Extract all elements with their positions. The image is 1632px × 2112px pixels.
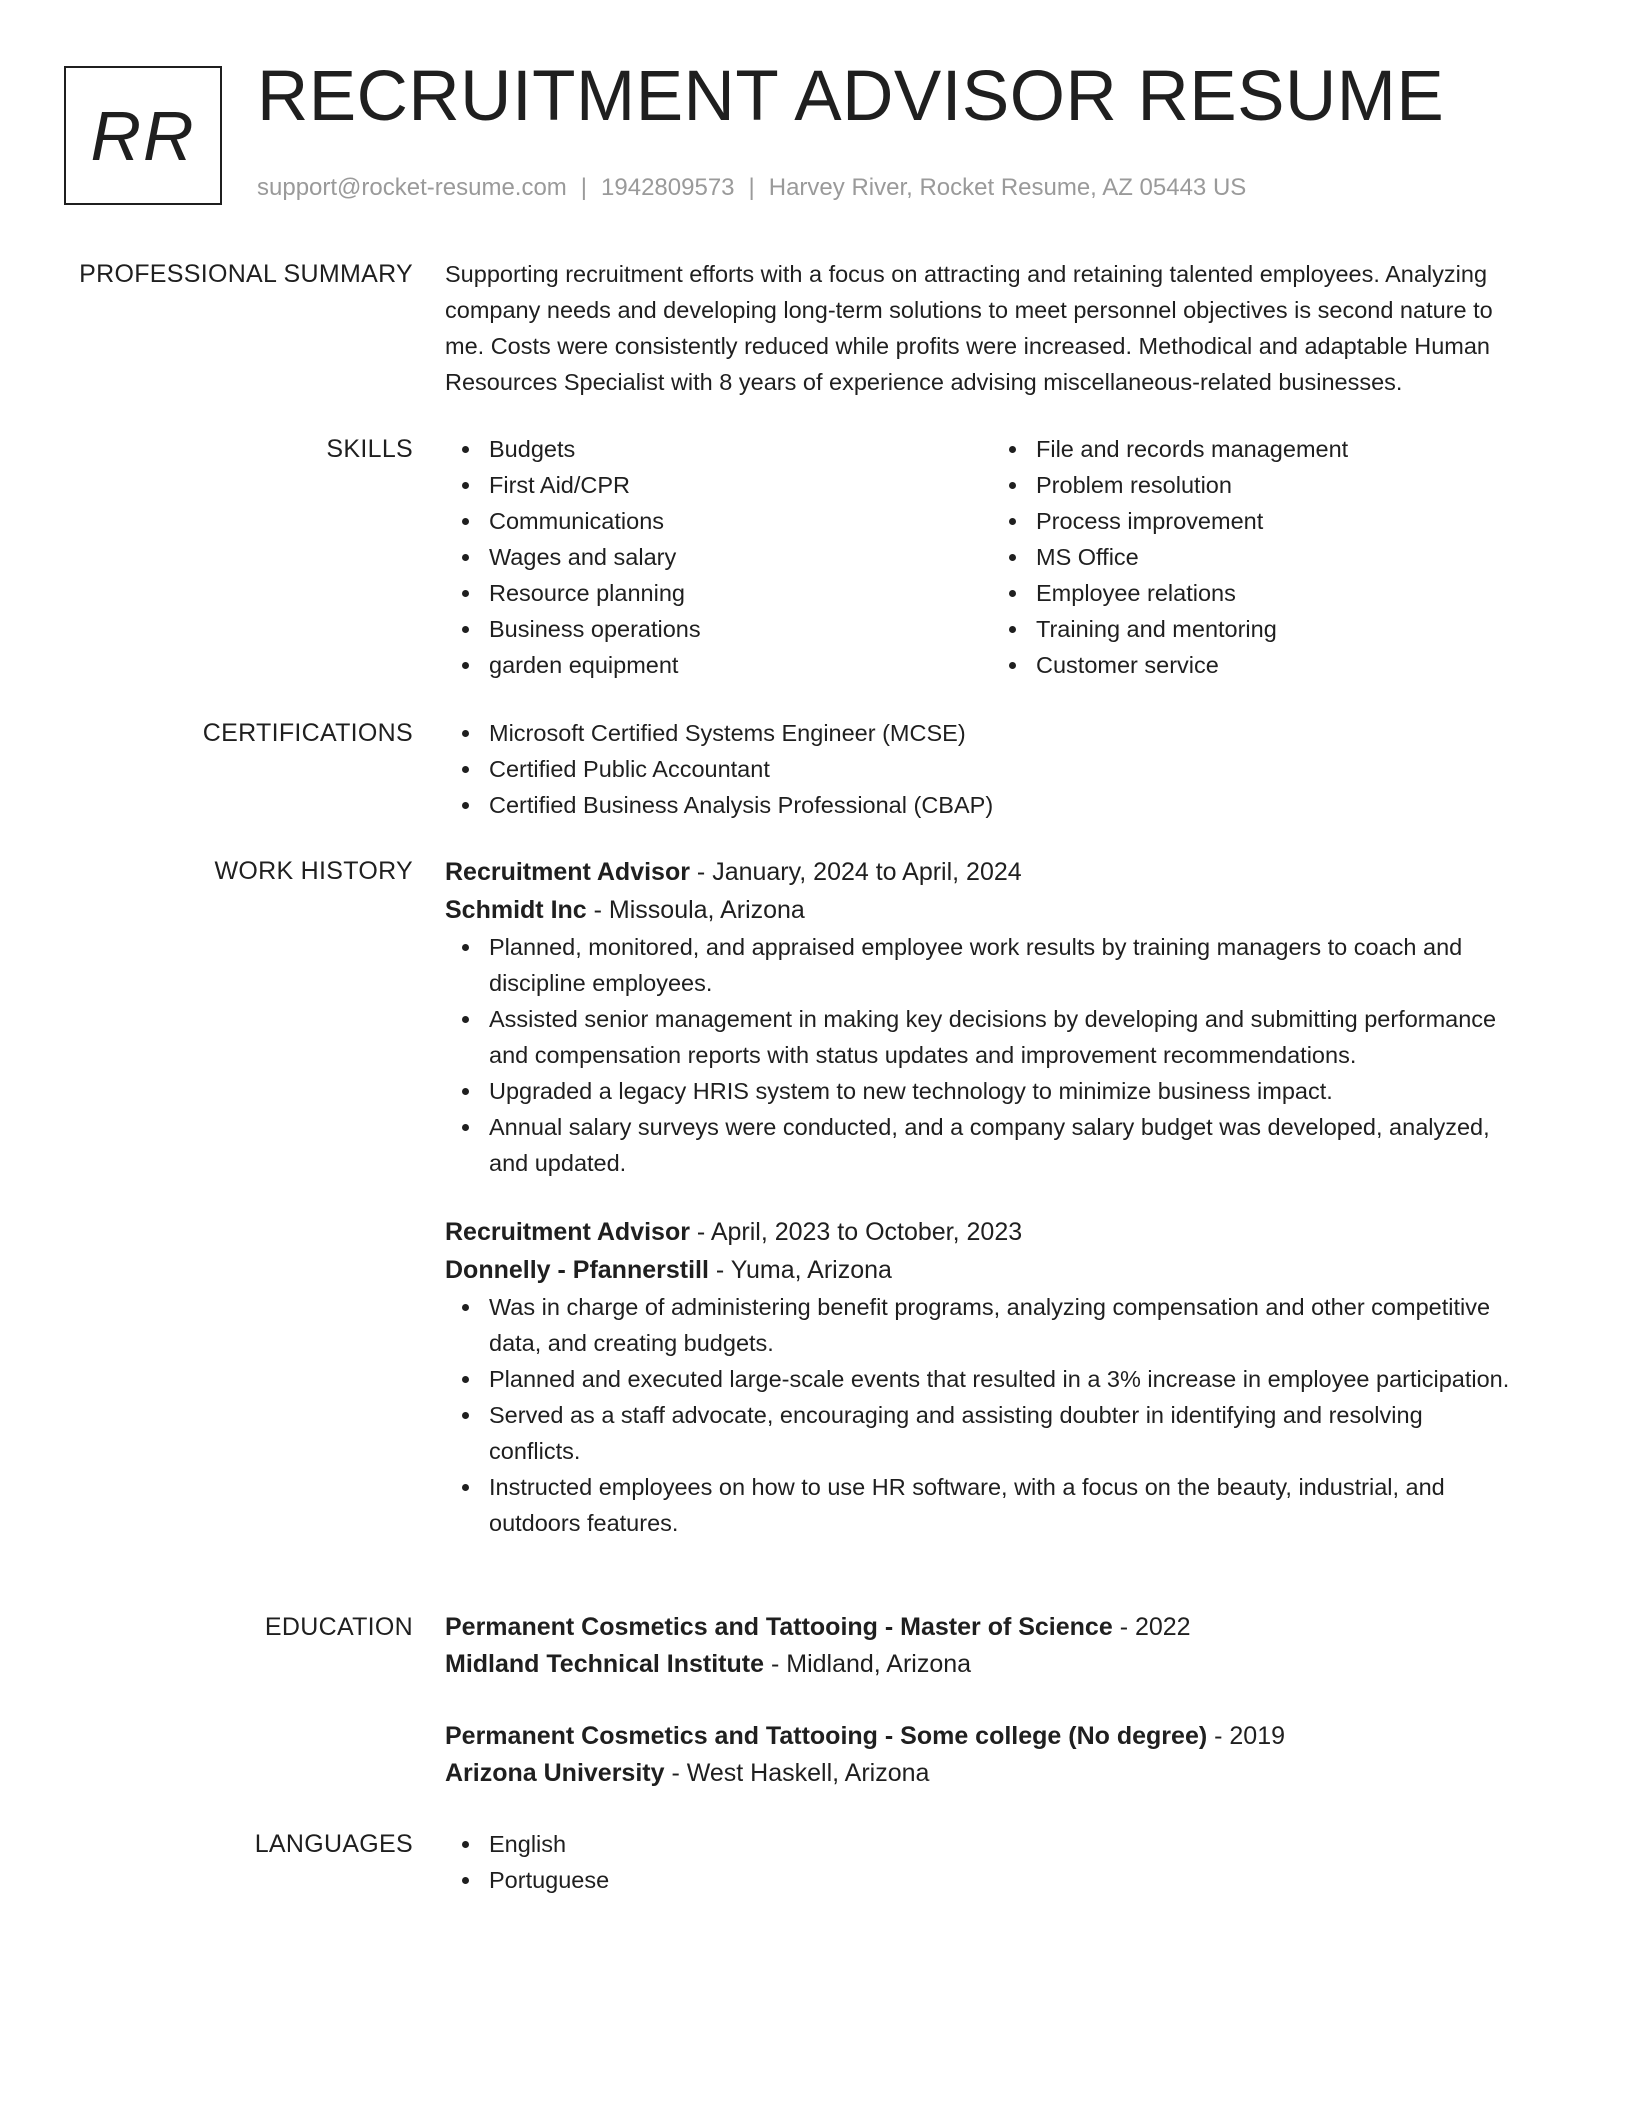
job-bullet-text: discipline employees. [489, 970, 713, 996]
contact-email[interactable]: support@rocket-resume.com [257, 174, 567, 201]
job-location: - Yuma, Arizona [715, 1256, 892, 1284]
monogram-box [64, 66, 222, 205]
job-bullet [445, 1073, 1555, 1109]
job-entry [445, 1213, 1555, 1541]
job-bullet [445, 1289, 1555, 1361]
job-bullet-text: Upgraded a legacy HRIS system to new technology to minimize business impact. [489, 1078, 1333, 1104]
job-bullet-text: outdoors features. [489, 1510, 679, 1536]
contact-separator: | [580, 174, 588, 201]
education-location: - Midland, Arizona [770, 1650, 972, 1678]
job-bullet-text: Was in charge of administering benefit programs, analyzing compensation and other competitive [489, 1294, 1491, 1320]
skills-list-left [445, 431, 992, 683]
education-school-line [445, 1755, 1555, 1792]
job-bullet-text: Served as a staff advocate, encouraging and assisting doubter in identifying and resolving [489, 1402, 1423, 1428]
education-body [445, 1609, 1555, 1792]
job-title: Recruitment Advisor [445, 858, 690, 886]
summary-line: me. Costs were consistently reduced while profits were increased. Methodical and adaptable Human [445, 333, 1490, 359]
skill-item: Employee relations [992, 575, 1539, 611]
section-label-work-history: WORK HISTORY [214, 857, 413, 885]
summary-line: Supporting recruitment efforts with a focus on attracting and retaining talented employees. Analyzing [445, 261, 1488, 287]
summary-line: company needs and developing long-term solutions to meet personnel objectives is second nature to [445, 297, 1493, 323]
languages-list [445, 1826, 1555, 1898]
education-location: - West Haskell, Arizona [671, 1759, 930, 1787]
skill-item: Training and mentoring [992, 611, 1539, 647]
job-bullet-text: and updated. [489, 1150, 627, 1176]
job-bullet-text: data, and creating budgets. [489, 1330, 774, 1356]
contact-line [257, 174, 1246, 202]
job-company: Donnelly - Pfannerstill [445, 1256, 709, 1284]
language-item: English [445, 1826, 1555, 1862]
skill-item: File and records management [992, 431, 1539, 467]
education-year: - 2022 [1119, 1613, 1191, 1641]
education-school: Arizona University [445, 1759, 665, 1787]
job-bullet-text: Planned, monitored, and appraised employee work results by training managers to coach and [489, 934, 1463, 960]
job-bullets [445, 1289, 1555, 1541]
job-entry [445, 853, 1555, 1181]
certification-item: Microsoft Certified Systems Engineer (MCSE) [445, 715, 1555, 751]
summary-body [445, 256, 1555, 400]
job-location: - Missoula, Arizona [593, 896, 805, 924]
section-label-education: EDUCATION [264, 1613, 413, 1641]
skill-item: Wages and salary [445, 539, 992, 575]
skill-item: MS Office [992, 539, 1539, 575]
contact-phone[interactable]: 1942809573 [601, 174, 735, 201]
education-program: Permanent Cosmetics and Tattooing - Master of Science [445, 1613, 1113, 1641]
education-entry [445, 1609, 1555, 1683]
certifications-list [445, 715, 1555, 823]
skills-body [445, 431, 1555, 683]
job-bullet-text: conflicts. [489, 1438, 581, 1464]
job-bullet-text: Instructed employees on how to use HR software, with a focus on the beauty, industrial, and [489, 1474, 1445, 1500]
job-bullet [445, 1361, 1555, 1397]
summary-line: Resources Specialist with 8 years of experience advising miscellaneous-related businesses. [445, 369, 1403, 395]
job-company: Schmidt Inc [445, 896, 587, 924]
certifications-body [445, 715, 1555, 823]
section-label-skills: SKILLS [326, 435, 413, 463]
skill-item: Process improvement [992, 503, 1539, 539]
section-label-certifications: CERTIFICATIONS [202, 719, 413, 747]
skill-item: Communications [445, 503, 992, 539]
skill-item: Budgets [445, 431, 992, 467]
skill-item: Problem resolution [992, 467, 1539, 503]
job-dates: - January, 2024 to April, 2024 [696, 858, 1022, 886]
education-program: Permanent Cosmetics and Tattooing - Some college (No degree) [445, 1722, 1208, 1750]
certification-item: Certified Business Analysis Professional (CBAP) [445, 787, 1555, 823]
job-company-line [445, 1251, 1555, 1289]
section-label-languages: LANGUAGES [254, 1830, 413, 1858]
monogram-initials: RR [90, 96, 196, 175]
resume-title: RECRUITMENT ADVISOR RESUME [257, 57, 1445, 136]
skills-list-right [992, 431, 1539, 683]
education-entry [445, 1718, 1555, 1792]
job-dates: - April, 2023 to October, 2023 [696, 1218, 1023, 1246]
skill-item: Resource planning [445, 575, 992, 611]
section-label-summary: PROFESSIONAL SUMMARY [79, 260, 413, 288]
skill-item: First Aid/CPR [445, 467, 992, 503]
job-bullets [445, 929, 1555, 1181]
job-bullet [445, 1109, 1555, 1181]
job-title: Recruitment Advisor [445, 1218, 690, 1246]
job-bullet-text: and compensation reports with status updates and improvement recommendations. [489, 1042, 1357, 1068]
skill-item: Customer service [992, 647, 1539, 683]
contact-separator: | [748, 174, 755, 201]
education-program-line [445, 1609, 1555, 1646]
education-program-line [445, 1718, 1555, 1755]
certification-item: Certified Public Accountant [445, 751, 1555, 787]
education-school-line [445, 1646, 1555, 1683]
education-year: - 2019 [1214, 1722, 1286, 1750]
job-bullet [445, 1397, 1555, 1469]
job-company-line [445, 891, 1555, 929]
job-bullet [445, 929, 1555, 1001]
job-title-line [445, 853, 1555, 891]
job-bullet-text: Assisted senior management in making key decisions by developing and submitting performance [489, 1006, 1497, 1032]
job-bullet-text: Annual salary surveys were conducted, and a company salary budget was developed, analyzed, [489, 1114, 1490, 1140]
skill-item: Business operations [445, 611, 992, 647]
languages-body [445, 1826, 1555, 1898]
job-bullet [445, 1469, 1555, 1541]
work-history-body [445, 853, 1555, 1541]
language-item: Portuguese [445, 1862, 1555, 1898]
job-bullet [445, 1001, 1555, 1073]
education-school: Midland Technical Institute [445, 1650, 765, 1678]
skill-item: garden equipment [445, 647, 992, 683]
contact-address: Harvey River, Rocket Resume, AZ 05443 US [768, 174, 1247, 201]
job-title-line [445, 1213, 1555, 1251]
job-bullet-text: Planned and executed large-scale events that resulted in a 3% increase in employee participation. [489, 1366, 1510, 1392]
